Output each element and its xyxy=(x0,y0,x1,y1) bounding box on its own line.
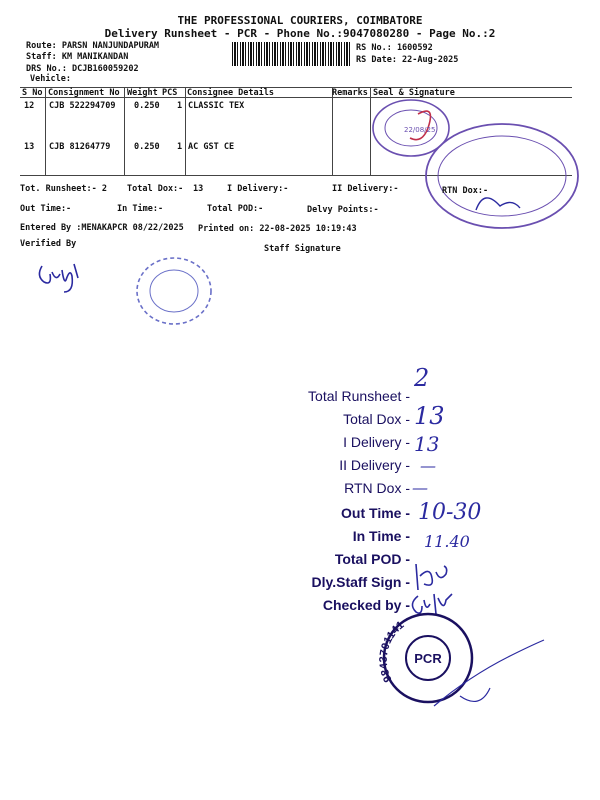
row-consignee: AC GST CE xyxy=(188,142,235,152)
stamp-label-ii-delivery: II Delivery - xyxy=(339,457,410,473)
col-seal-signature: Seal & Signature xyxy=(373,88,455,98)
runsheet-subtitle: Delivery Runsheet - PCR - Phone No.:9047080280 - Page No.:2 xyxy=(104,27,496,40)
row-consignee: CLASSIC TEX xyxy=(188,101,245,111)
rs-date: RS Date: 22-Aug-2025 xyxy=(356,55,459,65)
vehicle-label: Vehicle: xyxy=(30,74,71,84)
total-pod-label: Total POD:- xyxy=(207,204,264,214)
row-pcs: 1 xyxy=(177,142,183,152)
row-pcs: 1 xyxy=(177,101,183,111)
hw-i-delivery: 13 xyxy=(414,432,440,456)
hw-out-time: 10-30 xyxy=(418,500,482,525)
row-weight: 0.250 xyxy=(134,142,160,152)
stamp-label-dly-staff-sign: Dly.Staff Sign - xyxy=(311,574,410,590)
row-weight: 0.250 xyxy=(134,101,160,111)
col-consignment: Consignment No xyxy=(48,88,120,98)
verified-by-label: Verified By xyxy=(20,239,77,249)
row-sno: 12 xyxy=(24,101,35,111)
total-dox-label: Total Dox:- xyxy=(127,184,184,194)
stamp-label-total-pod: Total POD - xyxy=(334,551,410,567)
col-pcs: PCS xyxy=(162,88,178,98)
col-remarks: Remarks xyxy=(332,88,368,98)
printed-on: Printed on: 22-08-2025 10:19:43 xyxy=(198,224,357,234)
delvy-points-label: Delvy Points:- xyxy=(307,205,379,215)
col-weight: Weight xyxy=(127,88,158,98)
out-time-label: Out Time:- xyxy=(20,204,72,214)
staff-label: Staff: KM MANIKANDAN xyxy=(26,52,129,62)
barcode xyxy=(232,42,352,66)
in-time-label: In Time:- xyxy=(117,204,164,214)
rs-number: RS No.: 1600592 xyxy=(356,43,433,53)
company-title: THE PROFESSIONAL COURIERS, COIMBATORE xyxy=(177,14,423,27)
pcr-seal-text: PCR xyxy=(414,651,442,666)
col-consignee: Consignee Details xyxy=(187,88,274,98)
hw-total-runsheet: 2 xyxy=(414,364,430,392)
entered-by: Entered By :MENAKAPCR 08/22/2025 xyxy=(20,223,184,233)
hw-total-dox: 13 xyxy=(414,402,445,430)
hw-in-time: 11.40 xyxy=(424,532,470,551)
stamp-label-total-runsheet: Total Runsheet - xyxy=(308,388,410,404)
hw-rtn-dox: — xyxy=(412,478,428,497)
stamp-label-i-delivery: I Delivery - xyxy=(343,434,410,450)
stamp-label-total-dox: Total Dox - xyxy=(343,411,410,427)
row-sno: 13 xyxy=(24,142,35,152)
pen-stroke xyxy=(430,636,550,716)
stamp-label-rtn-dox: RTN Dox - xyxy=(344,480,410,496)
row-consignment: CJB 81264779 xyxy=(49,142,111,152)
drs-number: DRS No.: DCJB160059202 xyxy=(26,64,139,74)
company-round-seal xyxy=(420,118,580,230)
ii-delivery-label: II Delivery:- xyxy=(332,184,399,194)
pcr-seal-number: 9843701141 xyxy=(377,618,407,684)
stamp-label-in-time: In Time - xyxy=(352,528,410,544)
verified-by-signature xyxy=(34,258,94,292)
row-consignment: CJB 522294709 xyxy=(49,101,116,111)
staff-signature-label: Staff Signature xyxy=(264,244,341,254)
svg-text:9843701141 xyxy=(378,619,407,684)
total-dox-value: 13 xyxy=(193,184,204,194)
remarks-seal-date: 22/08/25 xyxy=(404,126,436,134)
i-delivery-label: I Delivery:- xyxy=(227,184,289,194)
dly-staff-signature xyxy=(410,562,460,592)
stamp-label-checked-by: Checked by - xyxy=(322,597,410,613)
route-label: Route: PARSN NANJUNDAPURAM xyxy=(26,41,160,51)
col-sno: S No xyxy=(22,88,43,98)
hw-ii-delivery: — xyxy=(420,456,436,475)
rtn-dox-label: RTN Dox:- xyxy=(442,186,489,196)
tot-runsheet: Tot. Runsheet:- 2 xyxy=(20,184,107,194)
stamp-label-out-time: Out Time - xyxy=(341,505,410,521)
faded-round-stamp xyxy=(134,255,214,327)
